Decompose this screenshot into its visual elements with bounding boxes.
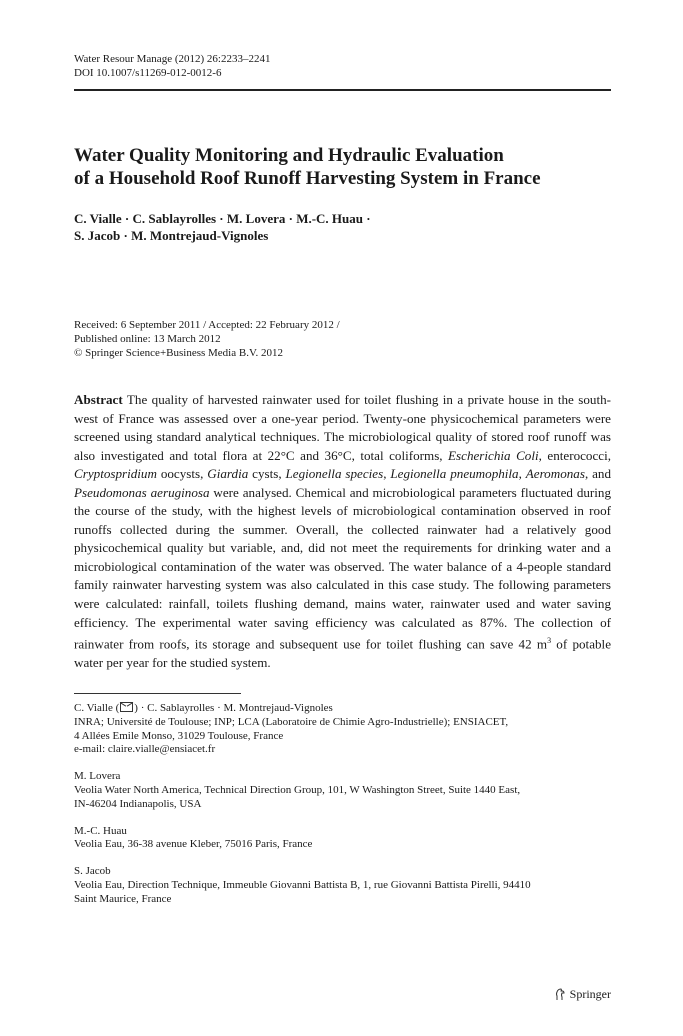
abstract-text: oocysts, xyxy=(156,466,208,482)
abstract-text: , and xyxy=(584,466,611,482)
publisher-logo xyxy=(554,987,611,1002)
abstract xyxy=(74,391,611,673)
affiliation-address: 4 Allées Emile Monso, 31029 Toulouse, France xyxy=(74,729,284,742)
abstract-text: , xyxy=(518,466,526,482)
published-online: Published online: 13 March 2012 xyxy=(74,333,221,345)
affiliation-authors: M. Lovera xyxy=(74,770,121,783)
affiliation-authors: M.-C. Huau xyxy=(74,824,127,837)
author-names: ) · C. Sablayrolles · M. Montrejaud-Vignoles xyxy=(134,702,333,714)
abstract-species: Aeromonas xyxy=(525,466,585,482)
affiliation-1 xyxy=(74,702,611,757)
email-link[interactable]: e-mail: claire.vialle@ensiacet.fr xyxy=(74,743,216,756)
affiliation-address: Veolia Eau, 36-38 avenue Kleber, 75016 Paris, France xyxy=(74,838,313,851)
affiliation-address: Veolia Eau, Direction Technique, Immeuble Giovanni Battista B, 1, rue Giovanni Battista Pirelli, 94410 xyxy=(74,878,531,891)
abstract-text: The quality of harvested rainwater used for toilet flushing in a private house in the south-west of France was assessed over a one-year period. Twenty-one physicochemical parameters were screened using standard analytical techniques. The microbiological quality of stored roof runoff was also investigated and total flora at 22°C and 36°C, total coliforms, xyxy=(74,392,611,463)
envelope-icon[interactable] xyxy=(120,702,133,712)
abstract-text: , xyxy=(383,466,391,482)
abstract-species: Giardia xyxy=(207,466,249,482)
affiliation-2 xyxy=(74,770,611,811)
affiliation-address: Saint Maurice, France xyxy=(74,892,172,905)
springer-horse-icon xyxy=(554,988,566,1001)
title-line-1: Water Quality Monitoring and Hydraulic Evaluation xyxy=(74,145,504,166)
journal-header xyxy=(74,52,270,80)
author-name: C. Vialle ( xyxy=(74,702,120,714)
abstract-species: Escherichia Coli xyxy=(448,447,539,463)
received-accepted: Received: 6 September 2011 / Accepted: 22 February 2012 / xyxy=(74,319,340,331)
abstract-text: , enterococci, xyxy=(538,447,612,463)
article-title xyxy=(74,144,611,190)
title-line-2: of a Household Roof Runoff Harvesting System in France xyxy=(74,168,541,189)
header-rule xyxy=(74,89,611,91)
authors-line-1: C. Vialle · C. Sablayrolles · M. Lovera · M.-C. Huau · xyxy=(74,211,371,226)
affiliation-authors: S. Jacob xyxy=(74,865,111,878)
abstract-label: Abstract xyxy=(74,392,123,407)
abstract-text: were analysed. Chemical and microbiological parameters fluctuated during the course of the study, with the highest levels of microbiological contamination observed in roof runoffs collected during the summer. Overall, the collected rainwater had a relatively good physicochemical quality but variable, and, did not meet the requirements for drinking water and a microbiological contamination of the water was observed. The water balance of a 4-people standard family rainwater harvesting system was also calculated in this case study. The following parameters were calculated: rainfall, toilets flushing demand, mains water, rainwater used and water saving efficiency. The experimental water saving efficiency was calculated as 87%. The collection of rainwater from roofs, its storage and subsequent use for toilet flushing can save 42 m xyxy=(74,484,611,652)
abstract-text: cysts, xyxy=(248,466,286,482)
journal-citation: Water Resour Manage (2012) 26:2233–2241 xyxy=(74,53,271,65)
authors-line-2: S. Jacob · M. Montrejaud-Vignoles xyxy=(74,228,269,243)
publisher-name: Springer xyxy=(569,987,611,1001)
affiliation-4 xyxy=(74,865,611,906)
abstract-species: Legionella species xyxy=(285,466,384,482)
affiliation-authors xyxy=(74,702,611,716)
affiliation-address: INRA; Université de Toulouse; INP; LCA (Laboratoire de Chimie Agro-Industrielle); ENSIACET, xyxy=(74,715,509,728)
abstract-species: Pseudomonas aeruginosa xyxy=(74,484,210,500)
abstract-species: Legionella pneumophila xyxy=(390,466,519,482)
abstract-species: Cryptospridium xyxy=(74,466,157,482)
author-list xyxy=(74,210,611,244)
affiliation-address: IN-46204 Indianapolis, USA xyxy=(74,797,202,810)
article-dates xyxy=(74,318,340,360)
abstract-text: of potable water per year for the studied system. xyxy=(74,636,612,671)
affiliation-3 xyxy=(74,825,611,853)
affiliation-address: Veolia Water North America, Technical Direction Group, 101, W Washington Street, Suite 1440 East, xyxy=(74,783,521,796)
superscript: 3 xyxy=(547,636,552,646)
doi: DOI 10.1007/s11269-012-0012-6 xyxy=(74,67,222,79)
footnote-rule xyxy=(74,693,241,694)
copyright: © Springer Science+Business Media B.V. 2012 xyxy=(74,347,283,359)
affiliations xyxy=(74,702,611,920)
